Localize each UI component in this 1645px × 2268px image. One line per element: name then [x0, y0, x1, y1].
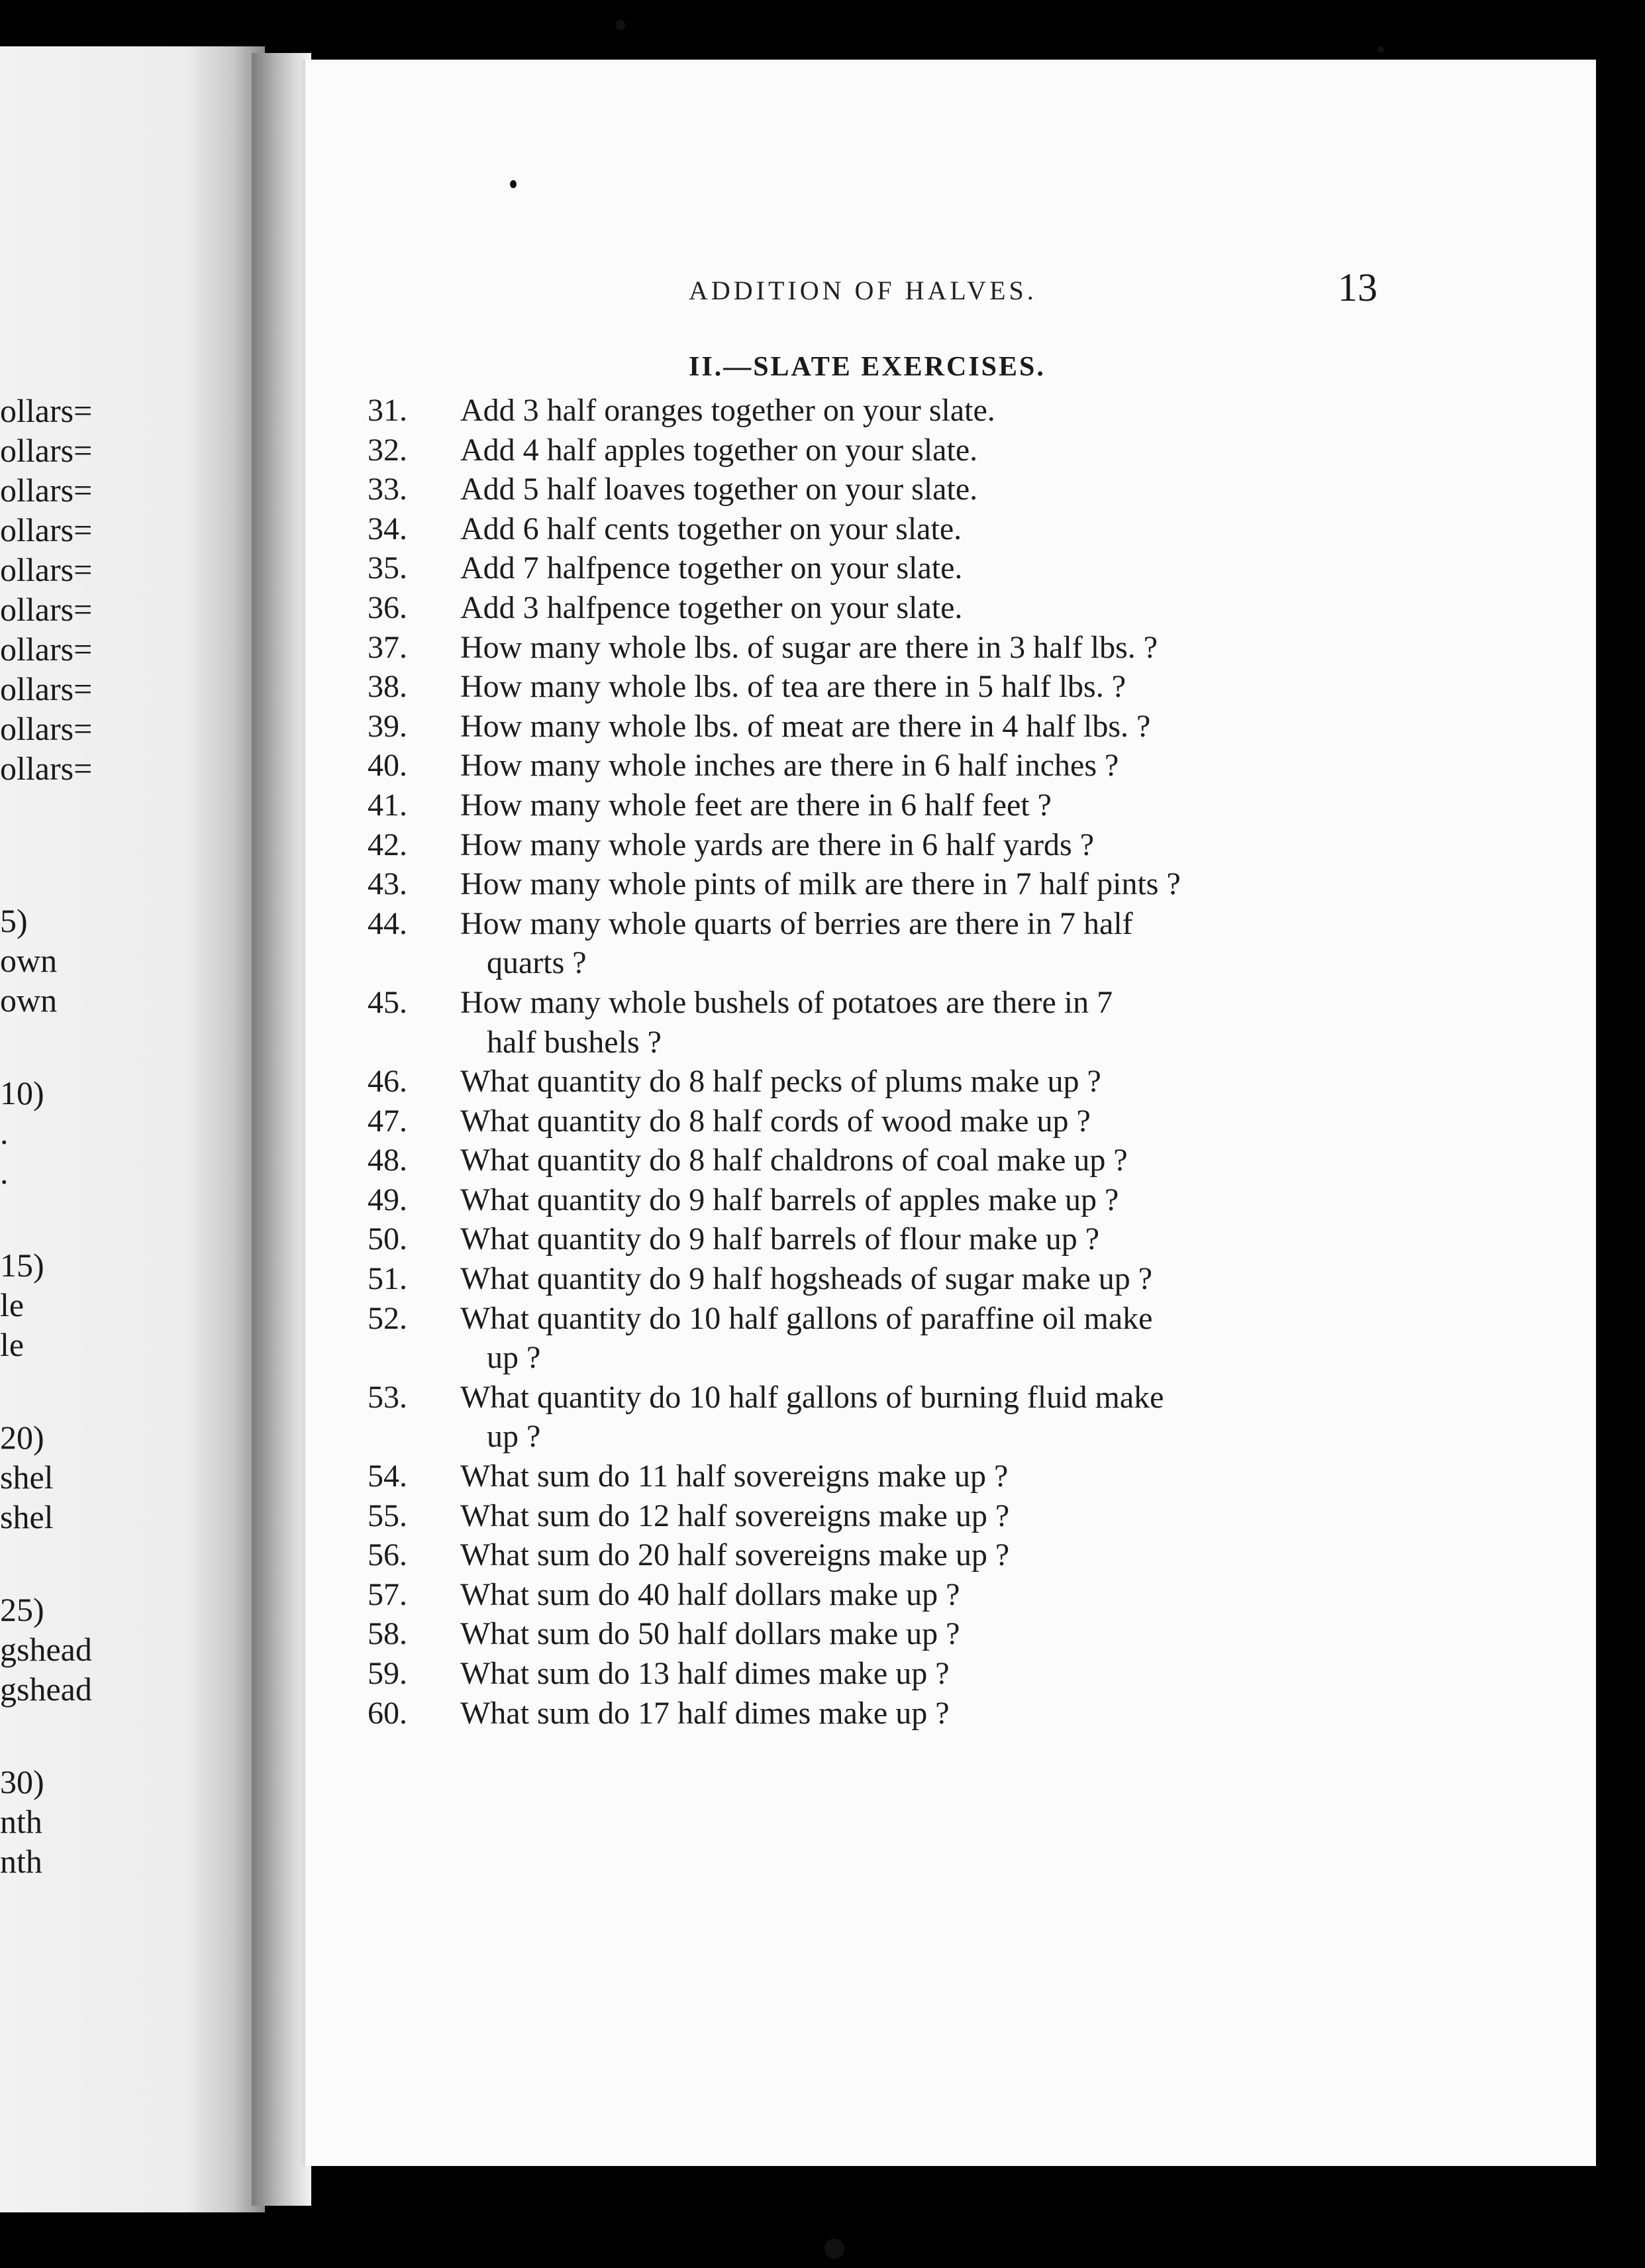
exercise-text: How many whole pints of milk are there in 7 half pints ?	[460, 866, 1181, 902]
page-number: 13	[1338, 266, 1377, 309]
exercise-text: What quantity do 10 half gallons of burning fluid make	[460, 1379, 1164, 1415]
exercise-item	[368, 1102, 1493, 1141]
previous-page-fragment: ollars=	[0, 551, 93, 588]
previous-page-fragment: 5)	[0, 902, 28, 939]
exercise-item	[368, 548, 1493, 588]
exercise-number: 50.	[368, 1221, 407, 1257]
exercise-number: 44.	[368, 905, 407, 941]
previous-page-fragment: ollars=	[0, 591, 93, 628]
previous-page-fragment: nth	[0, 1803, 42, 1840]
exercise-number: 41.	[368, 787, 407, 823]
exercise-text: How many whole bushels of potatoes are there in 7	[460, 984, 1113, 1020]
exercise-item	[368, 983, 1493, 1062]
previous-page-fragment: gshead	[0, 1671, 92, 1708]
exercise-item	[368, 825, 1493, 865]
exercise-text: Add 3 half oranges together on your slate.	[460, 393, 995, 428]
exercise-item	[368, 391, 1493, 431]
previous-page-fragment: 25)	[0, 1591, 44, 1628]
exercise-text: What quantity do 9 half hogsheads of sugar make up ?	[460, 1261, 1153, 1297]
previous-page-fragment: .	[0, 1154, 9, 1191]
previous-page-fragment: shel	[0, 1459, 54, 1496]
previous-page-fragment: ollars=	[0, 631, 93, 668]
previous-page	[0, 46, 265, 2212]
exercise-number: 37.	[368, 629, 407, 665]
exercise-item	[368, 588, 1493, 628]
exercise-item	[368, 1694, 1493, 1733]
exercise-number: 40.	[368, 748, 407, 784]
exercise-item	[368, 509, 1493, 549]
exercise-number: 46.	[368, 1064, 407, 1100]
exercise-item	[368, 628, 1493, 668]
exercise-item	[368, 786, 1493, 825]
exercise-number: 35.	[368, 550, 407, 586]
exercise-number: 51.	[368, 1261, 407, 1297]
section-title: II.—SLATE EXERCISES.	[689, 352, 1046, 382]
exercise-text: How many whole lbs. of meat are there in 4 half lbs. ?	[460, 708, 1151, 744]
previous-page-fragment: own	[0, 942, 58, 979]
exercise-item	[368, 1575, 1493, 1615]
exercise-number: 56.	[368, 1537, 407, 1573]
exercise-item	[368, 1535, 1493, 1575]
exercise-text-continuation: quarts ?	[487, 945, 587, 981]
exercise-number: 32.	[368, 432, 407, 468]
exercise-text: What quantity do 9 half barrels of flour make up ?	[460, 1221, 1100, 1257]
exercise-item	[368, 1141, 1493, 1180]
exercise-item	[368, 707, 1493, 747]
exercise-text: What quantity do 9 half barrels of apples make up ?	[460, 1182, 1119, 1217]
exercise-text: How many whole quarts of berries are there in 7 half	[460, 905, 1133, 941]
exercise-item	[368, 1457, 1493, 1496]
book-page	[301, 60, 1596, 2166]
exercise-number: 36.	[368, 590, 407, 625]
exercise-number: 52.	[368, 1300, 407, 1336]
exercise-item	[368, 864, 1493, 904]
scan-speck	[510, 180, 517, 188]
exercise-number: 60.	[368, 1695, 407, 1731]
exercise-item	[368, 1219, 1493, 1259]
exercise-text: How many whole inches are there in 6 half inches ?	[460, 748, 1119, 784]
exercise-text: Add 4 half apples together on your slate.	[460, 432, 978, 468]
exercise-number: 49.	[368, 1182, 407, 1217]
exercise-number: 42.	[368, 827, 407, 862]
exercise-text: What quantity do 8 half pecks of plums make up ?	[460, 1064, 1101, 1100]
previous-page-fragment: ollars=	[0, 511, 93, 548]
previous-page-fragment: le	[0, 1326, 25, 1363]
previous-page-fragment: 15)	[0, 1247, 44, 1284]
previous-page-fragment: ollars=	[0, 750, 93, 787]
exercise-text: What sum do 13 half dimes make up ?	[460, 1656, 950, 1691]
exercise-text: What sum do 50 half dollars make up ?	[460, 1616, 960, 1652]
previous-page-fragment: ollars=	[0, 710, 93, 747]
exercise-number: 59.	[368, 1656, 407, 1691]
previous-page-fragment: shel	[0, 1498, 54, 1535]
exercise-item	[368, 431, 1493, 470]
previous-page-fragment: nth	[0, 1843, 42, 1880]
exercise-text: What sum do 20 half sovereigns make up ?	[460, 1537, 1010, 1573]
previous-page-fragment: gshead	[0, 1631, 92, 1668]
exercise-text-continuation: up ?	[487, 1419, 541, 1455]
previous-page-fragment: le	[0, 1286, 25, 1323]
exercise-number: 45.	[368, 984, 407, 1020]
previous-page-fragment: ollars=	[0, 432, 93, 469]
exercise-number: 55.	[368, 1498, 407, 1533]
running-head: ADDITION OF HALVES.	[689, 276, 1037, 305]
exercise-text: What sum do 40 half dollars make up ?	[460, 1576, 960, 1612]
exercise-item	[368, 470, 1493, 509]
exercise-number: 38.	[368, 669, 407, 705]
scan-speck	[824, 2239, 844, 2259]
exercise-text: What quantity do 10 half gallons of paraffine oil make	[460, 1300, 1153, 1336]
exercise-number: 54.	[368, 1459, 407, 1494]
previous-page-fragment: .	[0, 1114, 9, 1151]
exercise-text: How many whole lbs. of sugar are there in 3 half lbs. ?	[460, 629, 1158, 665]
exercise-item	[368, 1180, 1493, 1220]
exercise-item	[368, 1062, 1493, 1102]
exercise-number: 33.	[368, 472, 407, 507]
previous-page-fragment: ollars=	[0, 472, 93, 509]
exercise-number: 48.	[368, 1143, 407, 1178]
exercise-text: What quantity do 8 half chaldrons of coal make up ?	[460, 1143, 1128, 1178]
exercise-number: 43.	[368, 866, 407, 902]
exercise-text: What quantity do 8 half cords of wood make up ?	[460, 1103, 1091, 1139]
exercise-number: 31.	[368, 393, 407, 428]
scan-speck	[1377, 46, 1384, 53]
previous-page-fragment: 30)	[0, 1763, 44, 1800]
exercise-text: Add 7 halfpence together on your slate.	[460, 550, 963, 586]
previous-page-fragment: 10)	[0, 1074, 44, 1111]
exercise-list	[368, 391, 1493, 1733]
exercise-text: How many whole feet are there in 6 half feet ?	[460, 787, 1052, 823]
exercise-item	[368, 1299, 1493, 1378]
exercise-text: What sum do 12 half sovereigns make up ?	[460, 1498, 1010, 1533]
previous-page-fragment: ollars=	[0, 392, 93, 429]
exercise-item	[368, 1259, 1493, 1299]
exercise-text-continuation: half bushels ?	[487, 1024, 662, 1060]
exercise-number: 53.	[368, 1379, 407, 1415]
exercise-text: Add 6 half cents together on your slate.	[460, 511, 962, 546]
exercise-item	[368, 1378, 1493, 1457]
previous-page-fragment: own	[0, 982, 58, 1019]
exercise-text: How many whole yards are there in 6 half yards ?	[460, 827, 1094, 862]
exercise-text: What sum do 11 half sovereigns make up ?	[460, 1459, 1009, 1494]
exercise-item	[368, 746, 1493, 786]
exercise-number: 34.	[368, 511, 407, 546]
scan-speck	[616, 20, 625, 30]
exercise-text: Add 3 halfpence together on your slate.	[460, 590, 963, 625]
exercise-item	[368, 904, 1493, 983]
exercise-item	[368, 1614, 1493, 1654]
exercise-item	[368, 1496, 1493, 1536]
exercise-number: 57.	[368, 1576, 407, 1612]
exercise-item	[368, 667, 1493, 707]
previous-page-fragment: 20)	[0, 1419, 44, 1456]
exercise-text: How many whole lbs. of tea are there in 5 half lbs. ?	[460, 669, 1126, 705]
exercise-number: 39.	[368, 708, 407, 744]
exercise-number: 58.	[368, 1616, 407, 1652]
exercise-text-continuation: up ?	[487, 1340, 541, 1376]
exercise-text: Add 5 half loaves together on your slate.	[460, 472, 978, 507]
exercise-number: 47.	[368, 1103, 407, 1139]
exercise-text: What sum do 17 half dimes make up ?	[460, 1695, 950, 1731]
previous-page-fragment: ollars=	[0, 670, 93, 707]
exercise-item	[368, 1654, 1493, 1694]
